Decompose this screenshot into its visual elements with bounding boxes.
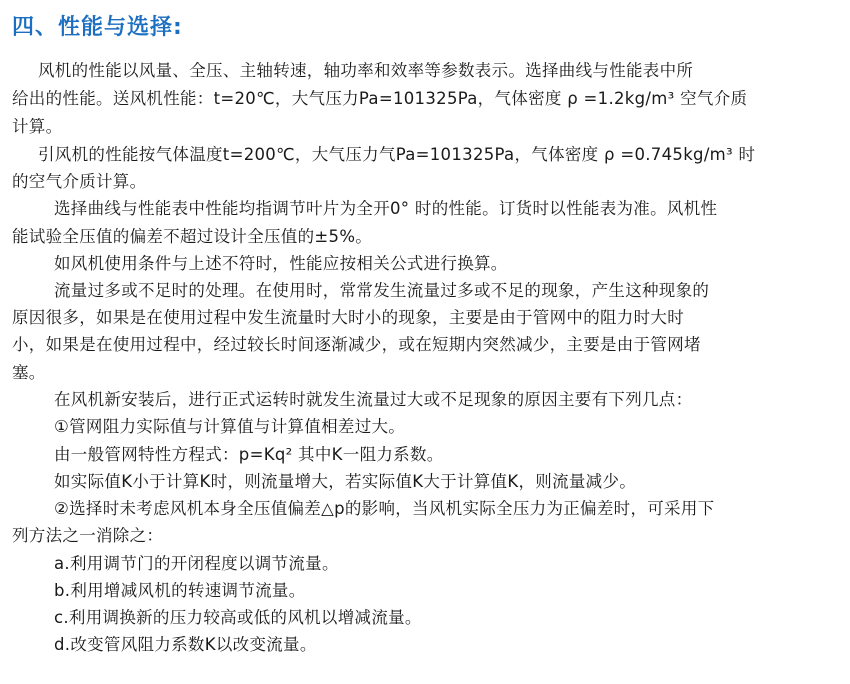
list-item: d.改变管风阻力系数K以改变流量。 — [54, 635, 317, 654]
list-item: c.利用调换新的压力较高或低的风机以增减流量。 — [54, 608, 422, 627]
paragraph-line: 风机的性能以风量、全压、主轴转速，轴功率和效率等参数表示。选择曲线与性能表中所 — [38, 61, 694, 80]
list-item: a.利用调节门的开闭程度以调节流量。 — [54, 554, 339, 573]
paragraph-line: 如风机使用条件与上述不符时，性能应按相关公式进行换算。 — [54, 254, 508, 273]
paragraph-line: 原因很多，如果是在使用过程中发生流量时大时小的现象，主要是由于管网中的阻力时大时 — [12, 308, 684, 327]
paragraph-line: 如实际值K小于计算K时，则流量增大，若实际值K大于计算值K，则流量减少。 — [54, 472, 637, 491]
paragraph-line: 计算。 — [12, 117, 63, 136]
list-item: b.利用增减风机的转速调节流量。 — [54, 581, 306, 600]
paragraph-line: 列方法之一消除之： — [12, 526, 164, 545]
paragraph-line: 能试验全压值的偏差不超过设计全压值的±5%。 — [12, 227, 373, 246]
paragraph-line: 引风机的性能按气体温度t=200℃，大气压力气Pa=101325Pa，气体密度 ρ =0.745kg/m³ 时 — [38, 145, 756, 164]
paragraph-line: 塞。 — [12, 363, 46, 382]
paragraph-line: 由一般管网特性方程式：p=Kq² 其中K一阻力系数。 — [54, 445, 444, 464]
paragraph-line: 在风机新安装后，进行正式运转时就发生流量过大或不足现象的原因主要有下列几点： — [54, 390, 693, 409]
section-heading: 四、性能与选择: — [12, 15, 183, 40]
list-item: ②选择时未考虑风机本身全压值偏差△p的影响，当风机实际全压力为正偏差时，可采用下 — [54, 499, 715, 518]
paragraph-line: 给出的性能。送风机性能：t=20℃，大气压力Pa=101325Pa，气体密度 ρ =1.2kg/m³ 空气介质 — [12, 89, 748, 108]
paragraph-line: 流量过多或不足时的处理。在使用时，常常发生流量过多或不足的现象，产生这种现象的 — [54, 281, 710, 300]
paragraph-line: 小，如果是在使用过程中，经过较长时间逐渐减少，或在短期内突然减少，主要是由于管网堵 — [12, 335, 701, 354]
paragraph-line: 选择曲线与性能表中性能均指调节叶片为全开0° 时的性能。订货时以性能表为准。风机性 — [54, 199, 718, 218]
list-item: ①管网阻力实际值与计算值与计算值相差过大。 — [54, 417, 406, 436]
paragraph-line: 的空气介质计算。 — [12, 172, 147, 191]
